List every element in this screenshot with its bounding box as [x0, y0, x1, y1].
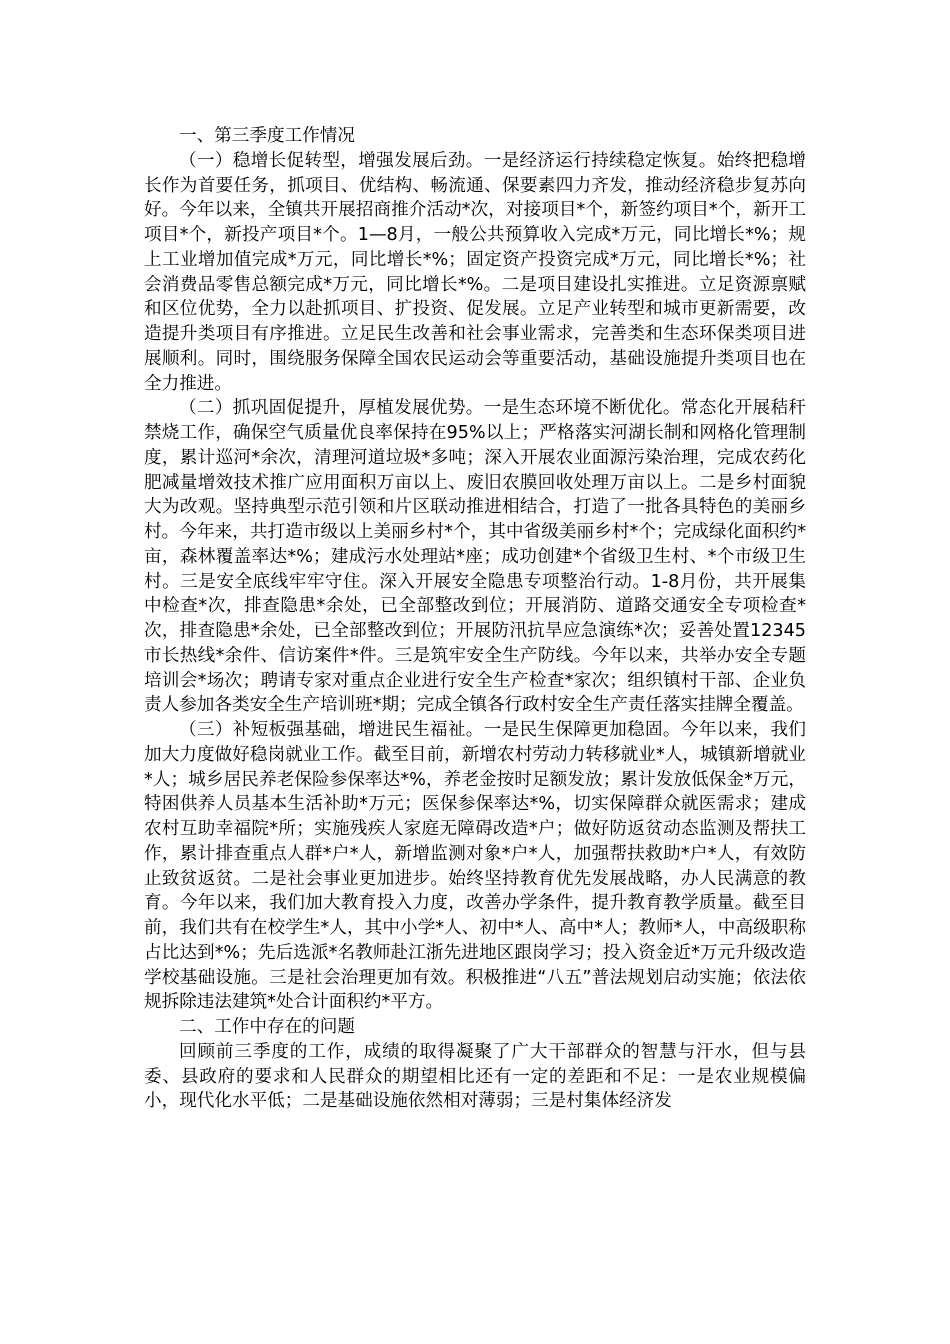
paragraph-livelihood: （三）补短板强基础，增进民生福祉。一是民生保障更加稳固。今年以来，我们加大力度做好稳岗就业工作。截至目前，新增农村劳动力转移就业*人，城镇新增就业*人；城乡居民养老保险参保率达*%，养老金按时足额发放；累计发放低保金*万元，特困供养人员基本生活补助*万元；医保参保率达*%，切实保障群众就医需求；建成农村互助幸福院*所；实施残疾人家庭无障碍改造*户；做好防返贫动态监测及帮扶工作，累计排查重点人群*户*人，新增监测对象*户*人，加强帮扶救助*户*人，有效防止致贫返贫。二是社会事业更加进步。始终坚持教育优先发展战略，办人民满意的教育。今年以来，我们加大教育投入力度，改善办学条件，提升教育教学质量。截至目前，我们共有在校学生*人，其中小学*人、初中*人、高中*人；教师*人，中高级职称占比达到*%；先后选派*名教师赴江浙先进地区跟岗学习；投入资金近*万元升级改造学校基础设施。三是社会治理更加有效。积极推进“八五”普法规划启动实施；依法依规拆除违法建筑*处合计面积约*平方。 [144, 720, 806, 1013]
section-heading-2: 二、工作中存在的问题 [179, 1017, 355, 1037]
paragraph-consolidation: （二）抓巩固促提升，厚植发展优势。一是生态环境不断优化。常态化开展秸秆禁烧工作，确保空气质量优良率保持在95%以上；严格落实河湖长制和网格化管理制度，累计巡河*余次，清理河道垃圾*多吨；深入开展农业面源污染治理，完成农药化肥减量增效技术推广应用面积万亩以上、废旧农膜回收处理万亩以上。二是乡村面貌大为改观。坚持典型示范引领和片区联动推进相结合，打造了一批各具特色的美丽乡村。今年来，共打造市级以上美丽乡村*个，其中省级美丽乡村*个；完成绿化面积约*亩，森林覆盖率达*%；建成污水处理站*座；成功创建*个省级卫生村、*个市级卫生村。三是安全底线牢牢守住。深入开展安全隐患专项整治行动。1-8月份，共开展集中检查*次，排查隐患*余处，已全部整改到位；开展消防、道路交通安全专项检查*次，排查隐患*余处，已全部整改到位；开展防汛抗旱应急演练*次；妥善处置12345市长热线*余件、信访案件*件。三是筑牢安全生产防线。今年以来，共举办安全专题培训会*场次；聘请专家对重点企业进行安全生产检查*家次；组织镇村干部、企业负责人参加各类安全生产培训班*期；完成全镇各行政村安全生产责任落实挂牌全覆盖。 [144, 398, 806, 716]
document-page [144, 124, 806, 1114]
paragraph-problems: 回顾前三季度的工作，成绩的取得凝聚了广大干部群众的智慧与汗水，但与县委、县政府的要求和人民群众的期望相比还有一定的差距和不足：一是农业规模偏小，现代化水平低；二是基础设施依然相对薄弱；三是村集体经济发 [144, 1041, 806, 1112]
section-heading-1: 一、第三季度工作情况 [179, 126, 355, 146]
paragraph-growth: （一）稳增长促转型，增强发展后劲。一是经济运行持续稳定恢复。始终把稳增长作为首要任务，抓项目、优结构、畅流通、保要素四力齐发，推动经济稳步复苏向好。今年以来，全镇共开展招商推介活动*次，对接项目*个，新签约项目*个，新开工项目*个，新投产项目*个。1—8月，一般公共预算收入完成*万元，同比增长*%；规上工业增加值完成*万元，同比增长*%；固定资产投资完成*万元，同比增长*%；社会消费品零售总额完成*万元，同比增长*%。二是项目建设扎实推进。立足资源禀赋和区位优势，全力以赴抓项目、扩投资、促发展。立足产业转型和城市更新需要，改造提升类项目有序推进。立足民生改善和社会事业需求，完善类和生态环保类项目进展顺利。同时，围绕服务保障全国农民运动会等重要活动，基础设施提升类项目也在全力推进。 [144, 150, 806, 394]
